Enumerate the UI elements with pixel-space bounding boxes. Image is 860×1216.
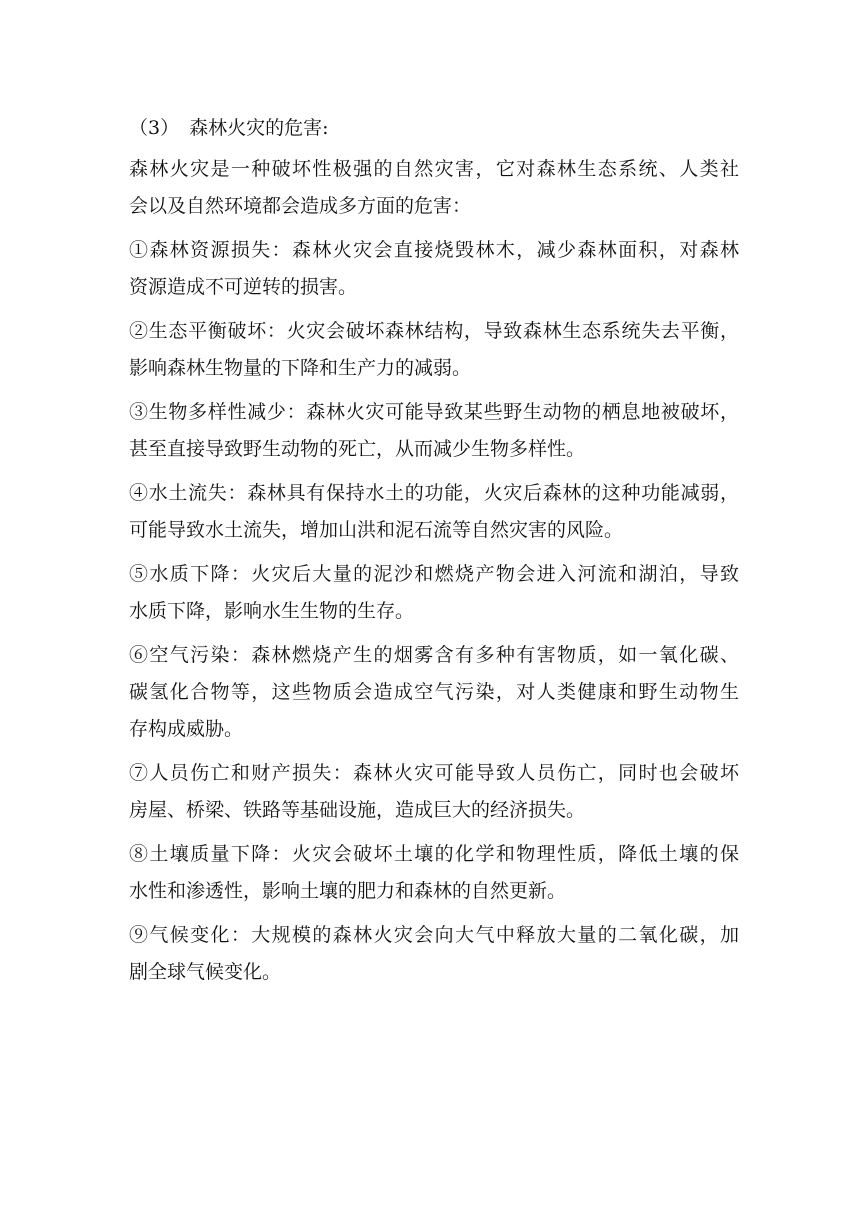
section-title: 森林火灾的危害: bbox=[189, 117, 329, 139]
paragraph-line: ②生态平衡破坏：火灾会破坏森林结构，导致森林生态系统失去平衡， bbox=[129, 320, 739, 342]
paragraph-line: ⑤水质下降：火灾后大量的泥沙和燃烧产物会进入河流和湖泊，导致 bbox=[129, 563, 739, 585]
paragraph-line: ⑨气候变化：大规模的森林火灾会向大气中释放大量的二氧化碳，加 bbox=[129, 924, 739, 946]
paragraph-line: ④水土流失：森林具有保持水土的功能，火灾后森林的这种功能减弱， bbox=[129, 482, 739, 504]
paragraph-line: ⑥空气污染：森林燃烧产生的烟雾含有多种有害物质，如一氧化碳、 bbox=[129, 644, 739, 666]
paragraph-line: 剧全球气候变化。 bbox=[129, 961, 282, 983]
paragraph-line: 甚至直接导致野生动物的死亡，从而减少生物多样性。 bbox=[129, 438, 586, 460]
document-body bbox=[129, 108, 739, 998]
paragraph-line: 水质下降，影响水生生物的生存。 bbox=[129, 600, 415, 622]
harm-item-biodiversity bbox=[129, 394, 739, 468]
paragraph-line: 可能导致水土流失，增加山洪和泥石流等自然灾害的风险。 bbox=[129, 519, 624, 541]
paragraph-line: 房屋、桥梁、铁路等基础设施，造成巨大的经济损失。 bbox=[129, 799, 586, 821]
harm-item-water-quality bbox=[129, 556, 739, 630]
paragraph-line: 资源造成不可逆转的损害。 bbox=[129, 276, 358, 298]
section-number: （3） bbox=[129, 117, 180, 139]
paragraph-line: 会以及自然环境都会造成多方面的危害： bbox=[129, 195, 472, 217]
section-heading bbox=[129, 108, 739, 148]
paragraph-line: ⑦人员伤亡和财产损失：森林火灾可能导致人员伤亡，同时也会破坏 bbox=[129, 762, 739, 784]
harm-item-climate-change bbox=[129, 917, 739, 991]
paragraph-line: 存构成威胁。 bbox=[129, 718, 244, 740]
harm-item-ecological-balance bbox=[129, 313, 739, 387]
harm-item-forest-resources bbox=[129, 232, 739, 306]
harm-item-casualties bbox=[129, 755, 739, 829]
paragraph-line: ①森林资源损失：森林火灾会直接烧毁林木，减少森林面积，对森林 bbox=[129, 239, 739, 261]
harm-item-soil-erosion bbox=[129, 475, 739, 549]
intro-paragraph bbox=[129, 151, 739, 225]
paragraph-line: 影响森林生物量的下降和生产力的减弱。 bbox=[129, 357, 472, 379]
paragraph-line: ③生物多样性减少：森林火灾可能导致某些野生动物的栖息地被破坏， bbox=[129, 401, 739, 423]
paragraph-line: 碳氢化合物等，这些物质会造成空气污染，对人类健康和野生动物生 bbox=[129, 681, 739, 703]
paragraph-line: 水性和渗透性，影响土壤的肥力和森林的自然更新。 bbox=[129, 880, 567, 902]
paragraph-line: ⑧土壤质量下降：火灾会破坏土壤的化学和物理性质，降低土壤的保 bbox=[129, 843, 739, 865]
paragraph-line: 森林火灾是一种破坏性极强的自然灾害，它对森林生态系统、人类社 bbox=[129, 158, 739, 180]
harm-item-soil-quality bbox=[129, 836, 739, 910]
harm-item-air-pollution bbox=[129, 637, 739, 748]
